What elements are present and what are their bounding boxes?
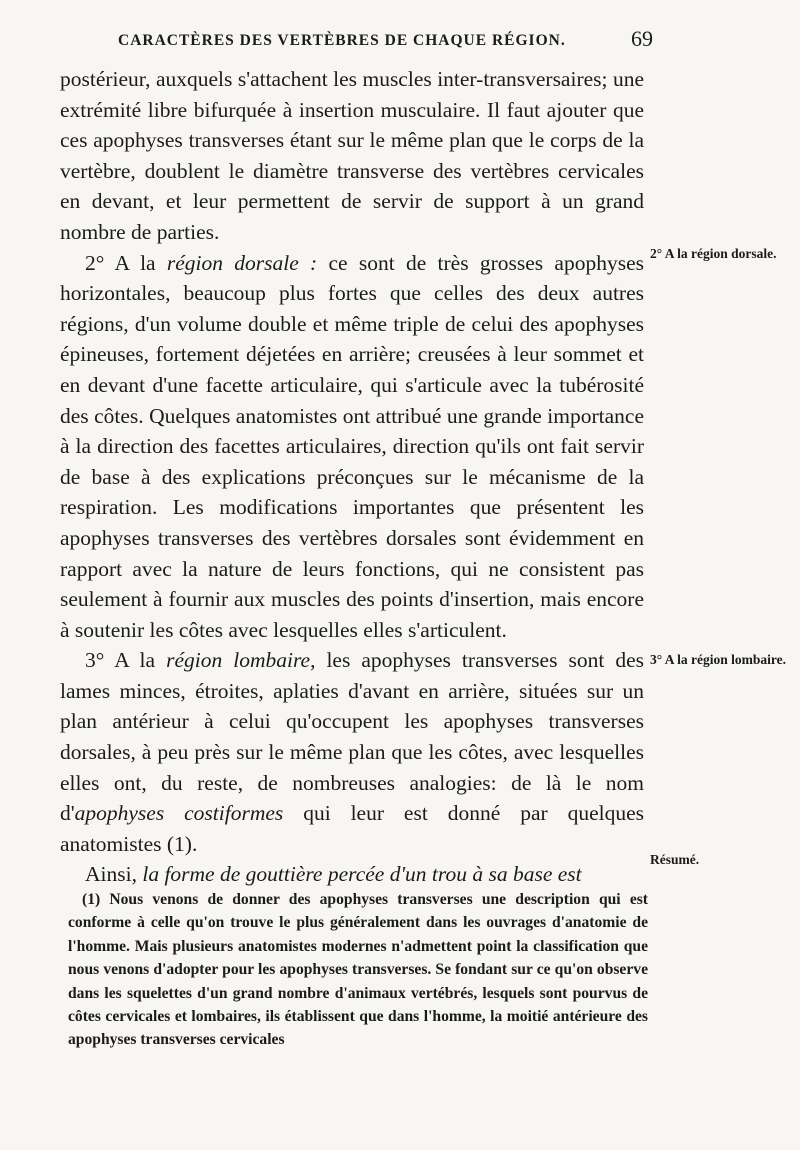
summary-lead: Ainsi, xyxy=(85,862,137,887)
term-italic: apophyses costiformes xyxy=(74,801,284,826)
section-lead: A la xyxy=(114,648,156,673)
section-number: 2° xyxy=(85,250,105,275)
page-number: 69 xyxy=(631,26,653,51)
paragraph-dorsal-region xyxy=(60,248,644,646)
section-number: 3° xyxy=(85,648,105,673)
paragraph-summary xyxy=(60,859,644,890)
section-heading-italic: région dorsale : xyxy=(166,250,318,275)
margin-note-dorsale: 2° A la région dorsale. xyxy=(650,246,777,261)
margin-note-lombaire: 3° A la région lombaire. xyxy=(650,652,787,667)
footnote-text: (1) Nous venons de donner des apophyses transverses une description qui est conforme à celle qu'on trouve le plus généralement dans les ouvrages d'anatomie de l'homme. Mais plusieurs anatomistes modernes n'admettent point la classification que nous venons d'adopter pour les apophyses transverses. Se fondant sur ce qu'on observe dans les squelettes d'un grand nombre d'animaux vertébrés, lesquels sont pourvus de côtes cervicales et lombaires, ils établissent que dans l'homme, la moitié antérieure des apophyses transverses cervicales xyxy=(68,891,648,1049)
running-header xyxy=(118,26,653,51)
section-lead: A la xyxy=(114,250,156,275)
margin-note-resume: Résumé. xyxy=(650,852,700,867)
paragraph-continuation: postérieur, auxquels s'attachent les muscles inter-transversaires; une extrémité libre bifurquée à insertion musculaire. Il faut ajouter que ces apophyses transverses étant sur le même plan que le corps de la vertèbre, doublent le diamètre transverse des vertèbres cervicales en devant, et leur permettent de servir de support à un grand nombre de parties. xyxy=(60,67,644,244)
section-text-end: qui leur est donné par quelques anatomistes (1). xyxy=(60,801,645,856)
footnote xyxy=(68,888,648,1052)
section-heading-italic: région lombaire xyxy=(166,648,311,673)
summary-italic: la forme de gouttière percée d'un trou à sa base est xyxy=(142,862,582,887)
header-title: CARACTÈRES DES VERTÈBRES DE CHAQUE RÉGION. xyxy=(118,32,566,49)
paragraph-lumbar-region xyxy=(60,645,644,859)
section-text: ce sont de très grosses apophyses horizontales, beaucoup plus fortes que celles des deux autres régions, d'un volume double et même triple de celui des apophyses épineuses, fortement déjetées en arrière; creusées à leur sommet et en devant d'une facette articulaire, qui s'articule avec la tubérosité des côtes. Quelques anatomistes ont attribué une grande importance à la direction des facettes articulaires, direction qu'ils ont fait servir de base à des explications préconçues sur le mécanisme de la respiration. Les modifications importantes que présentent les apophyses transverses des vertèbres dorsales sont évidemment en rapport avec la nature de leurs fonctions, qui ne consistent pas seulement à fournir aux muscles des points d'insertion, mais encore à soutenir les côtes avec lesquelles elles s'articulent. xyxy=(60,250,645,642)
main-text xyxy=(60,64,644,890)
section-text: , les apophyses transverses sont des lames minces, étroites, aplaties d'avant en arrière, situées sur un plan antérieur à celui qu'occupent les apophyses transverses dorsales, à peu près sur le même plan que les côtes, avec lesquelles elles ont, du reste, de nombreuses analogies: de là le nom d' xyxy=(60,648,644,826)
